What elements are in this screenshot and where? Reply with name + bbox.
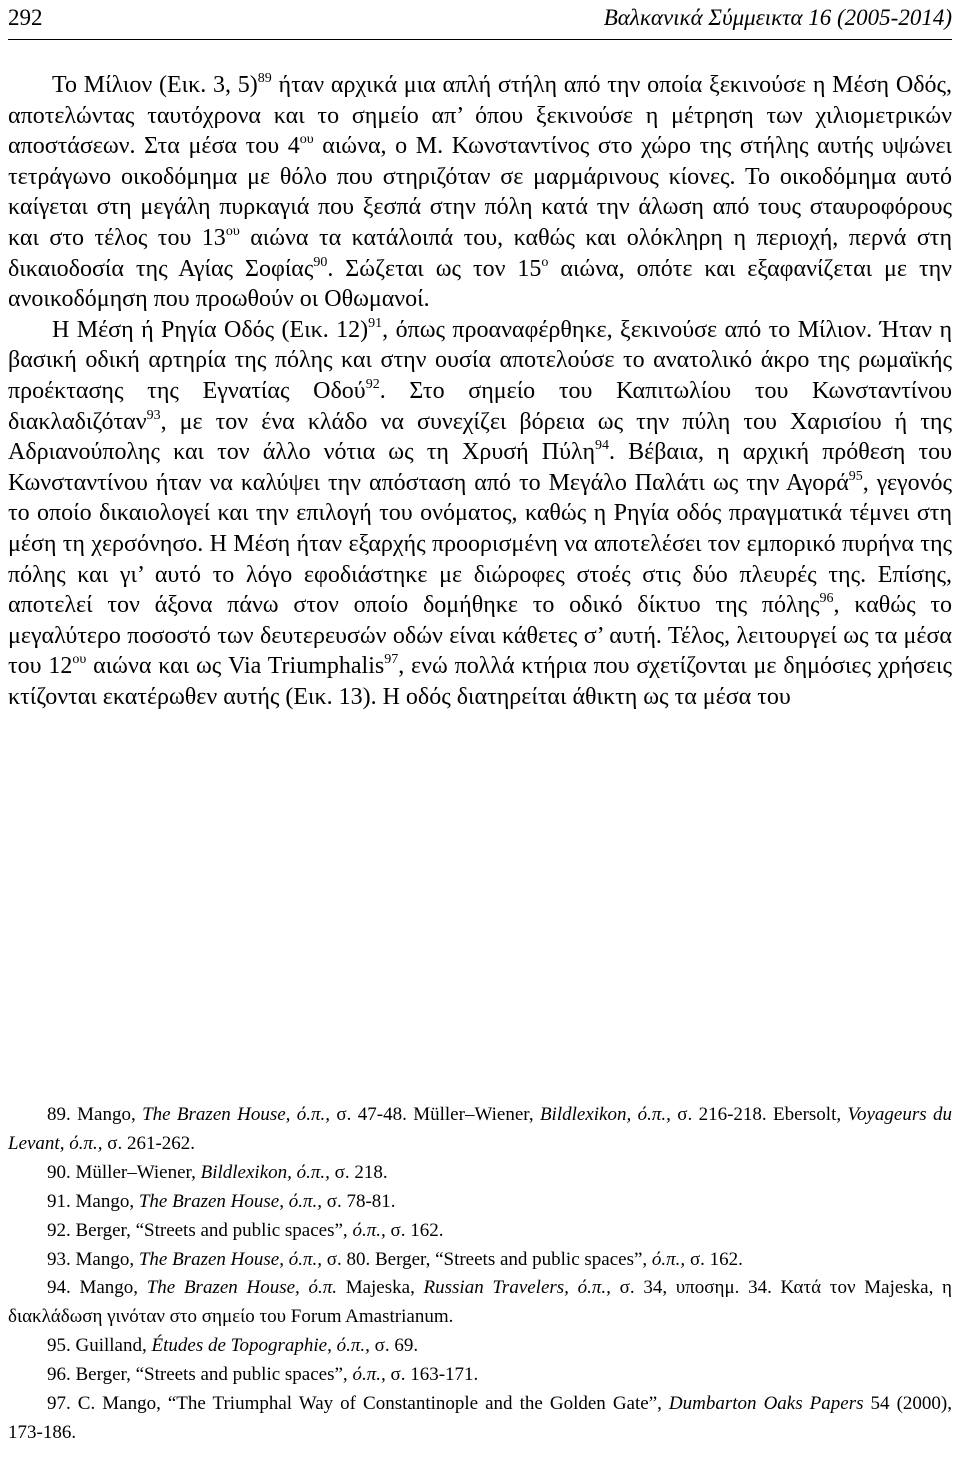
text-run: σ. 34, υποσημ. 34. Κατά τον Majeska, η διακλάδωση γινόταν στο σημείο του Forum Amastrianum.: [8, 1277, 952, 1328]
footnote-ref: ου: [72, 652, 87, 668]
footnote-ref: ο: [541, 254, 549, 270]
footnote-ref: ου: [299, 132, 314, 148]
text-run: σ. 47-48. Müller–Wiener,: [330, 1104, 540, 1125]
page-number: 292: [8, 5, 43, 30]
text-run: 95. Guilland,: [47, 1335, 152, 1357]
text-run: Το Μίλιον (Εικ. 3, 5): [52, 72, 258, 98]
footnote-ref: 90: [313, 254, 328, 270]
italic-text: ό.π.,: [651, 1248, 686, 1270]
text-run: Majeska,: [337, 1277, 424, 1299]
italic-text: The Brazen House, ό.π.: [146, 1277, 337, 1299]
text-run: σ. 216-218. Ebersolt,: [670, 1104, 848, 1125]
italic-text: Russian Travelers, ό.π.,: [423, 1277, 611, 1299]
footnote: [8, 1361, 952, 1390]
paragraph: [8, 70, 952, 315]
text-run: 89. Mango,: [47, 1104, 143, 1125]
paragraph: [8, 315, 952, 713]
text-run: αιώνα τα κατάλοιπά του, καθώς και ολόκληρη η περιοχή, περνά στη δικαιοδοσία της Αγίας Σοφίας: [8, 224, 952, 282]
italic-text: Bildlexikon, ό.π.,: [539, 1104, 671, 1125]
text-run: , με τον ένα κλάδο να συνεχίζει βόρεια ως την πύλη του Χαρισίου ή της Αδριανούπολης και τον άλλο νότια ως τη Χρυσή Πύλη: [8, 408, 952, 466]
page-header: [8, 2, 952, 42]
italic-text: Voyageurs du Levant, ό.π.,: [8, 1104, 952, 1154]
footnote: [8, 1332, 952, 1361]
text-run: , καθώς το μεγαλύτερο ποσοστό των δευτερευσών οδών είναι κάθετες σ’ αυτή. Τέλος, λειτουργεί ως τα μέσα του 12: [8, 592, 953, 680]
footnote-ref: 97: [384, 652, 399, 668]
footnote: [8, 1217, 952, 1246]
footnote-ref: 93: [146, 407, 161, 423]
text-run: αιώνα, ο Μ. Κωνσταντίνος στο χώρο της στήλης αυτής υψώνει τετράγωνο οικοδόμημα με θόλο που στηριζόταν σε μαρμάρινους κίονες. Το οικοδόμημα αυτό καίγεται στη μεγάλη πυρκαγιά που ξεσπά στην πόλη κατά την άλωση από τους σταυροφόρους και στο τέλος του 13: [8, 133, 953, 251]
footnote-ref: 92: [365, 376, 380, 392]
text-run: , γεγονός το οποίο δικαιολογεί και την επιλογή του ονόματος, καθώς η Ρηγία οδός πραγματικά τέμνει στη μέση τη χερσόνησο. Η Μέση ήταν εξαρχής προορισμένη να αποτελέσει τον εμπορικό πυρήνα της πόλης και γι’ αυτό το λόγο εφοδιάστηκε με διώροφες στοές στις δύο πλευρές της. Επίσης, αποτελεί τον άξονα πάνω στον οποίο δομήθηκε το οδικό δίκτυο της πόλης: [8, 469, 953, 619]
text-run: σ. 69.: [369, 1335, 419, 1357]
text-run: αιώνα, οπότε και εξαφανίζεται με την ανοικοδόμηση που προωθούν οι Οθωμανοί.: [8, 255, 952, 313]
italic-text: Dumbarton Oaks Papers: [668, 1393, 864, 1415]
footnote: [8, 1188, 952, 1217]
footnote-ref: 94: [595, 438, 609, 454]
footnote: [8, 1246, 952, 1275]
italic-text: The Brazen House, ό.π.,: [138, 1248, 322, 1270]
footnote: [8, 1274, 952, 1332]
text-run: 96. Berger, “Streets and public spaces”,: [47, 1364, 353, 1386]
footnote-ref: 95: [848, 468, 863, 484]
text-run: . Σώζεται ως τον 15: [327, 255, 542, 282]
footnote-ref: 89: [257, 71, 272, 86]
text-run: σ. 78-81.: [321, 1190, 396, 1212]
footnote: [8, 1390, 952, 1448]
italic-text: Bildlexikon, ό.π.,: [200, 1161, 330, 1183]
footnote-ref: ου: [225, 223, 240, 239]
text-run: 93. Mango,: [47, 1248, 139, 1270]
body-text: [8, 70, 952, 712]
text-run: σ. 163-171.: [385, 1364, 479, 1386]
running-title: Βαλκανικά Σύμμεικτα 16 (2005-2014): [603, 5, 952, 30]
text-run: , ενώ πολλά κτήρια που σχετίζονται με δημόσιες χρήσεις κτίζονται εκατέρωθεν αυτής (Εικ. 13). Η οδός διατηρείται άθικτη ως τα μέσα του: [8, 653, 953, 710]
text-run: σ. 80. Berger, “Streets and public spaces”,: [321, 1248, 652, 1270]
text-run: . Στο σημείο του Καπιτωλίου του Κωνσταντίνου διακλαδιζόταν: [8, 377, 952, 435]
text-run: 90. Müller–Wiener,: [47, 1161, 201, 1183]
header-rule: [8, 39, 952, 40]
text-run: 97. C. Mango, “The Triumphal Way of Constantinople and the Golden Gate”,: [47, 1393, 669, 1415]
text-run: αιώνα και ως Via Triumphalis: [86, 653, 385, 680]
text-run: 94. Mango,: [47, 1277, 147, 1299]
footnote: [8, 1101, 952, 1159]
footnotes: [8, 1101, 952, 1448]
footnote-ref: 96: [819, 591, 834, 607]
text-run: Η Μέση ή Ρηγία Οδός (Εικ. 12): [52, 316, 369, 343]
text-run: . Βέβαια, η αρχική πρόθεση του Κωνσταντίνου ήταν να καλύψει την απόσταση από το Μεγάλο Παλάτι ως την Αγορά: [8, 439, 952, 496]
text-run: σ. 218.: [329, 1161, 388, 1183]
italic-text: Études de Topographie, ό.π.,: [151, 1335, 370, 1357]
text-run: σ. 162.: [685, 1248, 743, 1270]
text-run: σ. 261-262.: [102, 1132, 196, 1154]
text-run: 92. Berger, “Streets and public spaces”,: [47, 1219, 353, 1241]
italic-text: The Brazen House, ό.π.,: [142, 1104, 331, 1125]
text-run: 91. Mango,: [47, 1190, 139, 1212]
text-run: 54 (2000), 173-186.: [8, 1393, 952, 1443]
text-run: σ. 162.: [385, 1219, 444, 1241]
italic-text: The Brazen House, ό.π.,: [138, 1190, 322, 1212]
italic-text: ό.π.,: [352, 1364, 386, 1386]
italic-text: ό.π.,: [352, 1219, 386, 1241]
footnote-ref: 91: [368, 315, 383, 331]
text-run: ήταν αρχικά μια απλή στήλη από την οποία ξεκινούσε η Μέση Οδός, αποτελώντας ταυτόχρονα και το σημείο απ’ όπου ξεκινούσε η μέτρηση των χιλιομετρικών αποστάσεων. Στα μέσα του 4: [8, 72, 952, 160]
text-run: , όπως προαναφέρθηκε, ξεκινούσε από το Μίλιον. Ήταν η βασική οδική αρτηρία της πόλης και στην ουσία αποτελούσε το ανατολικό άκρο της ρωμαϊκής προέκτασης της Εγνατίας Οδού: [8, 316, 952, 404]
footnote: [8, 1159, 952, 1188]
